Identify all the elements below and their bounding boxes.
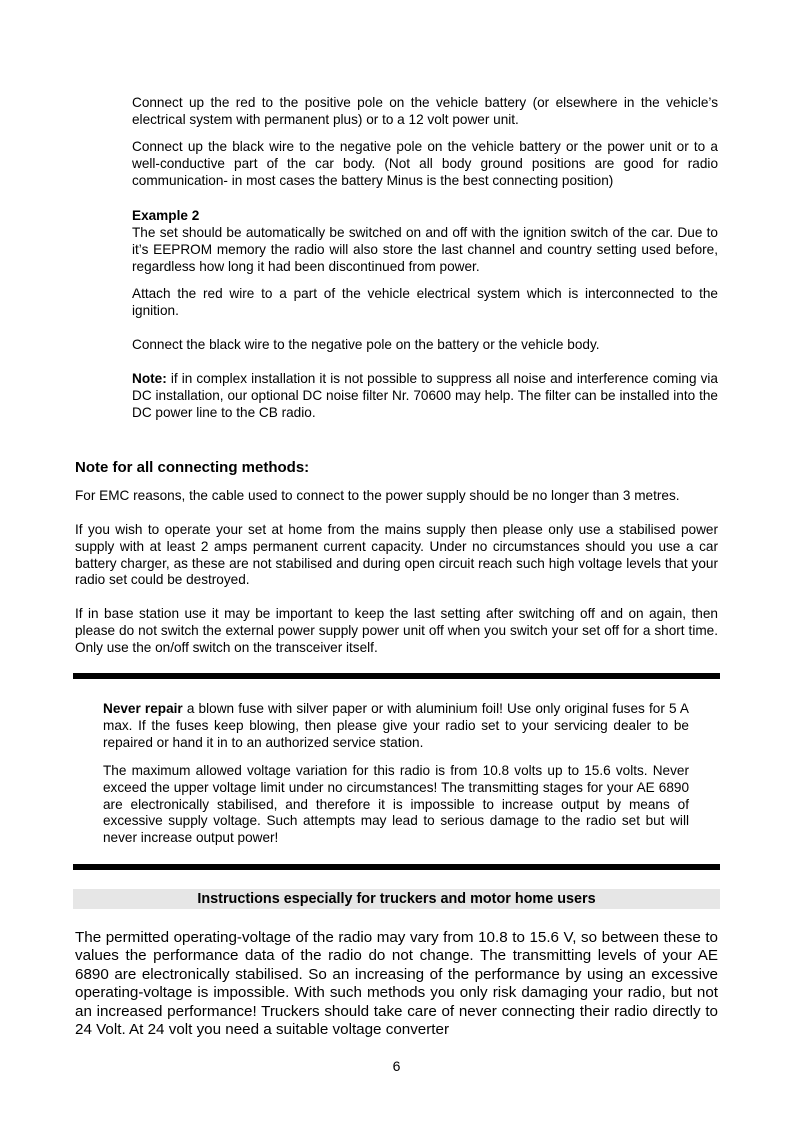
top-divider: [73, 673, 720, 679]
paragraph-red-wire: Connect up the red to the positive pole on the vehicle battery (or elsewhere in the vehicle’s electrical system with permanent plus) or to a 12 volt power unit.: [132, 95, 718, 127]
paragraph-black-wire: Connect up the black wire to the negative pole on the vehicle battery or the power unit or to a well-conductive part of the car body. (Not all body ground positions are good for radio communication- in most cases the battery Minus is the best connecting position): [132, 139, 718, 188]
paragraph-voltage-variation: The maximum allowed voltage variation for this radio is from 10.8 volts up to 15.6 volts. Never exceed the upper voltage limit under no circumstances! The transmitting stages for your AE 6890 are electronically stabilised, and therefore it is impossible to increase output by means of excessive supply voltage. Such attempts may lead to serious damage to the radio set but will never increase output power!: [103, 763, 689, 846]
paragraph-base-station: If in base station use it may be important to keep the last setting after switching off and on again, then please do not switch the external power supply power unit off when you switch your set off for a short time. Only use the on/off switch on the transceiver itself.: [75, 606, 718, 655]
section-heading-connecting-methods: Note for all connecting methods:: [75, 459, 310, 476]
note-label: Note:: [132, 371, 167, 386]
page-number: 6: [392, 1058, 401, 1074]
never-repair-text: a blown fuse with silver paper or with aluminium foil! Use only original fuses for 5 A max. If the fuses keep blowing, then please give your radio set to your servicing dealer to be repaired or hand it in to an authorized service station.: [103, 701, 689, 750]
paragraph-example-2: The set should be automatically be switched on and off with the ignition switch of the car. Due to it’s EEPROM memory the radio will also store the last channel and country setting used before, regardless how long it had been discontinued from power.: [132, 225, 718, 274]
truckers-section-title: Instructions especially for truckers and motor home users: [73, 889, 720, 909]
paragraph-mains-supply: If you wish to operate your set at home from the mains supply then please only use a stabilised power supply with at least 2 amps permanent current capacity. Under no circumstances should you use a car battery charger, as these are not stabilised and during open circuit reach such high voltage levels that your radio set could be destroyed.: [75, 522, 718, 588]
bottom-divider: [73, 864, 720, 870]
note-text: if in complex installation it is not possible to suppress all noise and interference coming via DC installation, our optional DC noise filter Nr. 70600 may help. The filter can be installed into the DC power line to the CB radio.: [132, 371, 718, 420]
example-2-title: Example 2: [132, 208, 200, 223]
paragraph-emc: For EMC reasons, the cable used to connect to the power supply should be no longer than 3 metres.: [75, 488, 680, 503]
paragraph-truckers: The permitted operating-voltage of the radio may vary from 10.8 to 15.6 V, so between these to values the performance data of the radio do not change. The transmitting levels of your AE 6890 are electronically stabilised. So an increasing of the performance by using an excessive operating-voltage is impossible. With such methods you only risk damaging your radio, but not an increased performance! Truckers should take care of never connecting their radio directly to 24 Volt. At 24 volt you need a suitable voltage converter: [75, 929, 718, 1039]
never-repair-label: Never repair: [103, 701, 183, 716]
paragraph-black-wire-negative: Connect the black wire to the negative pole on the battery or the vehicle body.: [132, 337, 600, 352]
paragraph-note: [132, 371, 718, 421]
paragraph-ignition: Attach the red wire to a part of the vehicle electrical system which is interconnected to the ignition.: [132, 286, 718, 318]
paragraph-never-repair: [103, 701, 689, 751]
